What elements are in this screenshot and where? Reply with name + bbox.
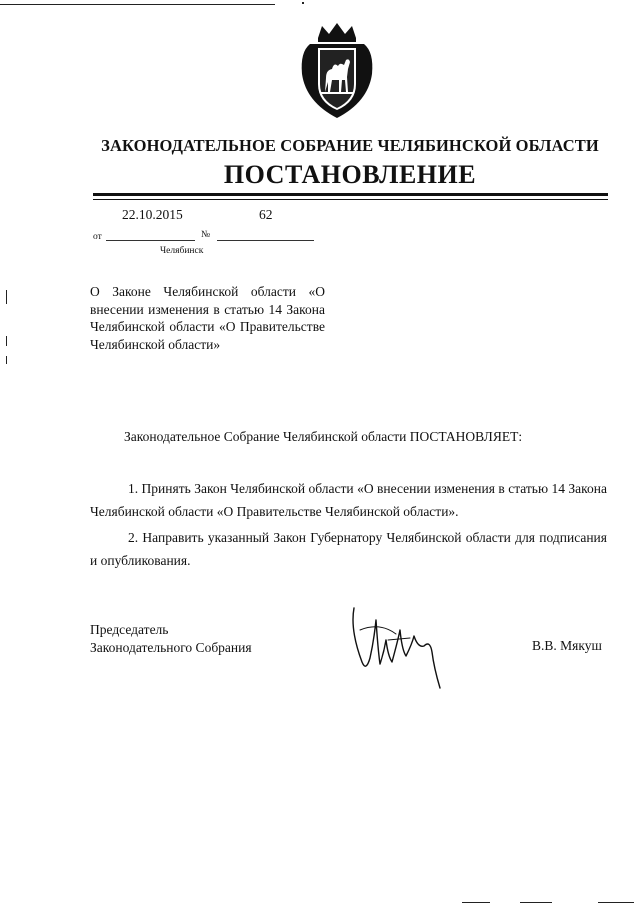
- number-underline: [217, 240, 314, 241]
- scan-artifact-bottom-3: [598, 902, 634, 903]
- scan-artifact-bottom-2: [520, 902, 552, 903]
- date-label: от: [93, 232, 102, 242]
- resolution-item-2: 2. Направить указанный Закон Губернатору Челябинской области для подписания и опубликования.: [90, 530, 607, 568]
- scan-artifact-top-dot: [302, 2, 304, 4]
- signatory-position: [90, 621, 252, 656]
- header-rule-thin: [93, 199, 608, 200]
- signatory-position-line1: Председатель: [90, 622, 169, 637]
- scan-artifact-left-2: [6, 336, 7, 346]
- document-type-title: ПОСТАНОВЛЕНИЕ: [223, 160, 477, 189]
- document-number: 62: [259, 207, 273, 222]
- organization-title: ЗАКОНОДАТЕЛЬНОЕ СОБРАНИЕ ЧЕЛЯБИНСКОЙ ОБЛАСТИ: [101, 136, 599, 155]
- date-underline: [106, 240, 195, 241]
- document-date: 22.10.2015: [122, 207, 183, 222]
- coat-of-arms-icon: [296, 22, 378, 120]
- resolution-item-1: 1. Принять Закон Челябинской области «О внесении изменения в статью 14 Закона Челябинской области «О Правительстве Челябинской области».: [90, 481, 607, 519]
- handwritten-signature-icon: [340, 600, 460, 692]
- scan-artifact-left-1: [6, 290, 7, 304]
- preamble: Законодательное Собрание Челябинской области ПОСТАНОВЛЯЕТ:: [124, 429, 523, 444]
- scan-artifact-left-3: [6, 356, 7, 364]
- signatory-position-line2: Законодательного Собрания: [90, 639, 252, 655]
- city-label: Челябинск: [160, 246, 204, 256]
- scan-artifact-top: [0, 4, 275, 5]
- signatory-name: В.В. Мякуш: [532, 638, 602, 653]
- number-label: №: [201, 230, 211, 240]
- header-rule-thick: [93, 193, 608, 196]
- scan-artifact-bottom-1: [462, 902, 490, 903]
- document-subject: О Законе Челябинской области «О внесении изменения в статью 14 Закона Челябинской области «О Правительстве Челябинской области»: [90, 284, 325, 352]
